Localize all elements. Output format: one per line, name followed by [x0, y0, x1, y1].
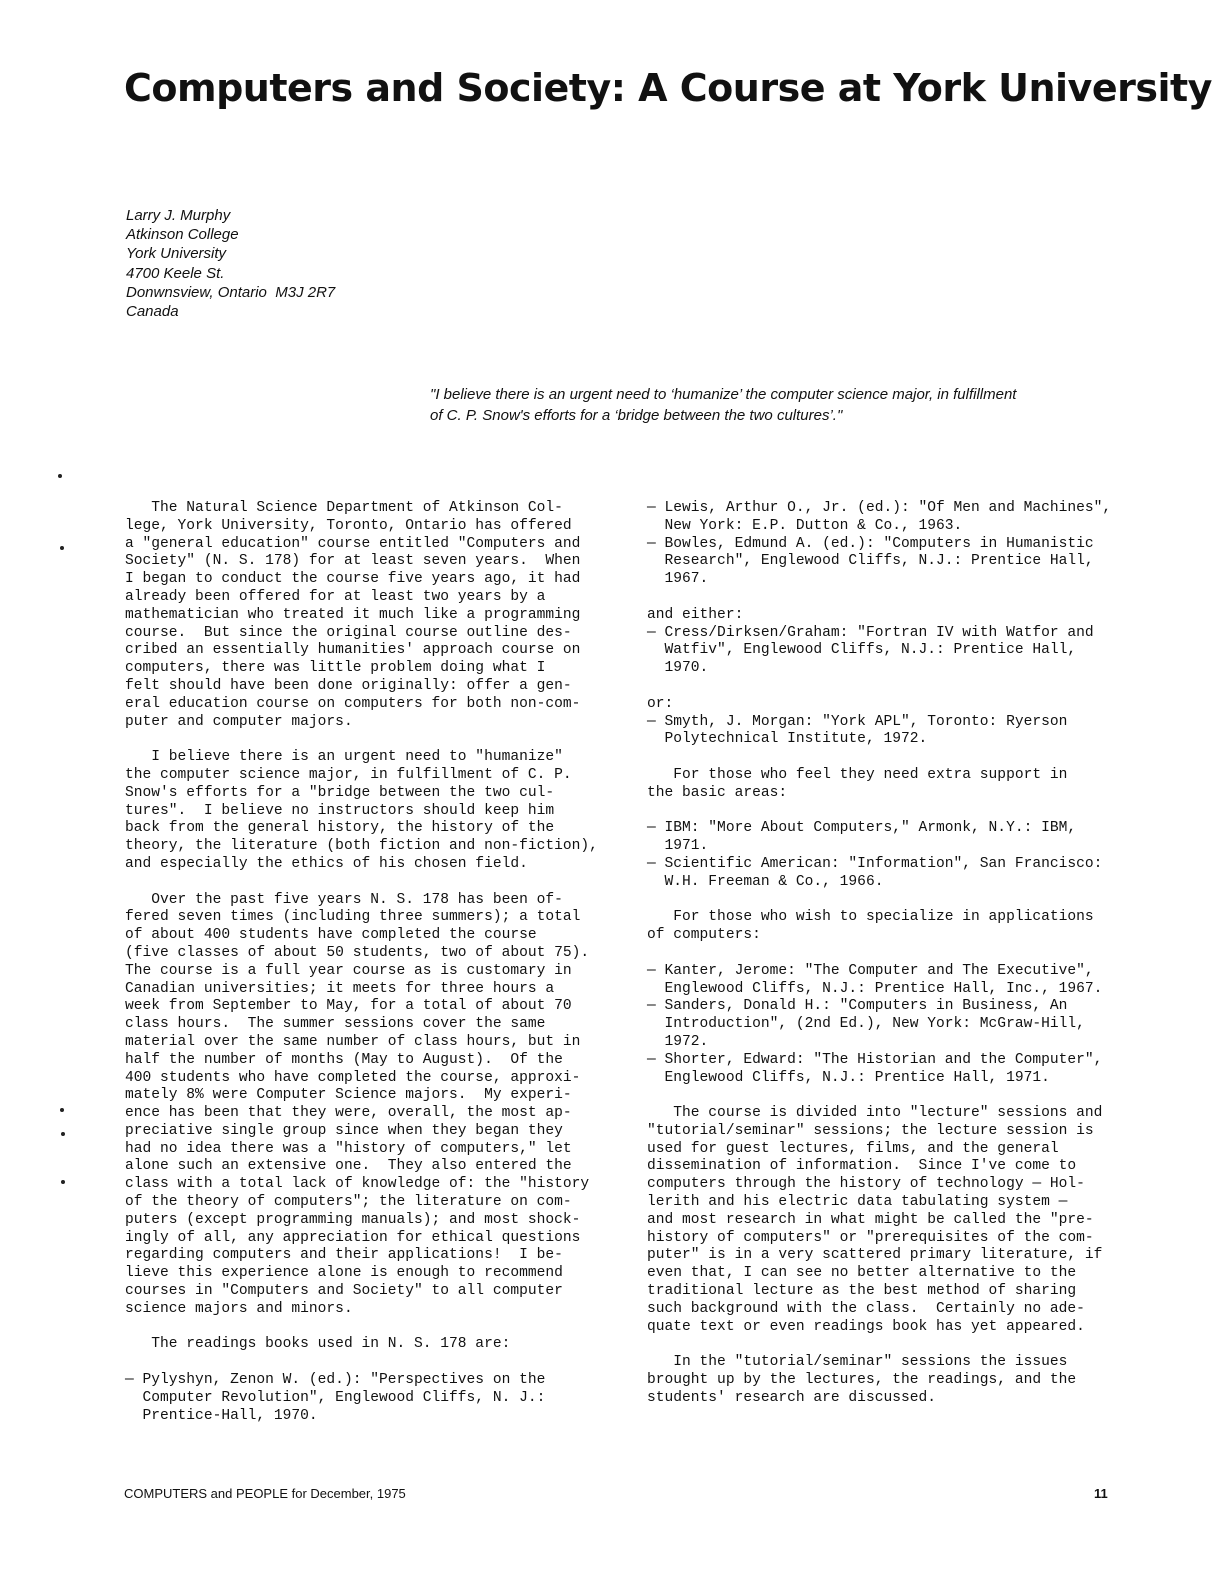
paragraph [125, 1336, 605, 1354]
text-line: Canadian universities; it meets for three hours a [125, 980, 555, 997]
paragraph [647, 1105, 1127, 1336]
text-line: The readings books used in N. S. 178 are: [125, 1336, 511, 1353]
footer-page-number: 11 [1094, 1486, 1108, 1501]
scan-speck [60, 546, 64, 550]
text-line: "tutorial/seminar" sessions; the lecture session is [647, 1122, 1094, 1139]
text-line: 1972. [647, 1033, 709, 1050]
text-line: I believe there is an urgent need to "humanize" [125, 749, 563, 766]
right-column [647, 500, 1127, 1425]
text-line: Research", Englewood Cliffs, N.J.: Prentice Hall, [647, 553, 1094, 570]
text-line: tures". I believe no instructors should keep him [125, 802, 555, 819]
text-line: lieve this experience alone is enough to recommend [125, 1265, 563, 1282]
text-line: material over the same number of class hours, but in [125, 1033, 581, 1050]
author-address-block [126, 206, 526, 321]
footer-publication: COMPUTERS and PEOPLE for December, 1975 [124, 1486, 406, 1501]
text-line: 1971. [647, 838, 709, 855]
article-title: Computers and Society: A Course at York University [124, 66, 1212, 110]
text-line: Englewood Cliffs, N.J.: Prentice Hall, 1971. [647, 1069, 1050, 1086]
paragraph [125, 749, 605, 874]
text-line: of the theory of computers"; the literature on com- [125, 1194, 572, 1211]
text-line: (five classes of about 50 students, two of about 75). [125, 944, 590, 961]
text-line: For those who wish to specialize in applications [647, 909, 1094, 926]
text-line: traditional lecture as the best method of sharing [647, 1283, 1077, 1300]
paragraph [647, 696, 1127, 749]
text-line: students' research are discussed. [647, 1389, 937, 1406]
text-line: mately 8% were Computer Science majors. My experi- [125, 1087, 572, 1104]
text-line: class hours. The summer sessions cover the same [125, 1016, 546, 1033]
text-line: 400 students who have completed the course, approxi- [125, 1069, 581, 1086]
text-line: ingly of all, any appreciation for ethical questions [125, 1229, 581, 1246]
text-line: back from the general history, the history of the [125, 820, 555, 837]
text-line: mathematician who treated it much like a programming [125, 606, 581, 623]
text-line: — Cress/Dirksen/Graham: "Fortran IV with Watfor and [647, 624, 1094, 641]
text-line: computers, there was little problem doing what I [125, 660, 546, 677]
text-line: W.H. Freeman & Co., 1966. [647, 873, 884, 890]
text-line: a "general education" course entitled "Computers and [125, 535, 581, 552]
paragraph [647, 820, 1127, 891]
scan-speck [61, 1180, 65, 1184]
text-line: such background with the class. Certainly no ade- [647, 1300, 1085, 1317]
text-line: cribed an essentially humanities' approach course on [125, 642, 581, 659]
text-line: — Sanders, Donald H.: "Computers in Business, An [647, 998, 1068, 1015]
text-line: the computer science major, in fulfillment of C. P. [125, 766, 572, 783]
text-line: used for guest lectures, films, and the general [647, 1140, 1059, 1157]
text-line: puter and computer majors. [125, 713, 353, 730]
text-line: Snow's efforts for a "bridge between the two cul- [125, 784, 555, 801]
text-line: regarding computers and their applications! I be- [125, 1247, 563, 1264]
text-line: dissemination of information. Since I've come to [647, 1158, 1077, 1175]
text-line: alone such an extensive one. They also entered the [125, 1158, 572, 1175]
text-line: — Bowles, Edmund A. (ed.): "Computers in Humanistic [647, 535, 1094, 552]
author-university: York University [126, 245, 227, 263]
text-line: brought up by the lectures, the readings, and the [647, 1372, 1077, 1389]
author-name: Larry J. Murphy [126, 207, 231, 224]
text-line: and especially the ethics of his chosen field. [125, 855, 528, 872]
text-line: — Shorter, Edward: "The Historian and the Computer", [647, 1051, 1103, 1068]
text-line: preciative single group since when they began they [125, 1122, 563, 1139]
text-line: — Lewis, Arthur O., Jr. (ed.): "Of Men and Machines", [647, 500, 1112, 516]
pull-quote [430, 384, 1130, 426]
text-line: The course is divided into "lecture" sessions and [647, 1105, 1103, 1122]
paragraph [647, 909, 1127, 945]
text-line: 1967. [647, 571, 709, 588]
scan-speck [60, 1108, 64, 1112]
pull-quote-line: of C. P. Snow's efforts for a ‘bridge between the two cultures’." [430, 407, 843, 424]
text-line: computers through the history of technology — Hol- [647, 1176, 1085, 1193]
paragraph [125, 892, 605, 1319]
text-line: courses in "Computers and Society" to all computer [125, 1283, 563, 1300]
text-line: of computers: [647, 927, 761, 944]
text-line: and either: [647, 606, 744, 623]
scan-speck [61, 1132, 65, 1136]
paragraph [647, 500, 1127, 589]
text-line: New York: E.P. Dutton & Co., 1963. [647, 517, 963, 534]
text-line: lerith and his electric data tabulating system — [647, 1194, 1068, 1211]
text-line: Polytechnical Institute, 1972. [647, 731, 928, 748]
text-line: class with a total lack of knowledge of: the "history [125, 1176, 590, 1193]
text-line: even that, I can see no better alternative to the [647, 1265, 1077, 1282]
text-line: eral education course on computers for both non-com- [125, 695, 581, 712]
text-line: had no idea there was a "history of computers," let [125, 1140, 572, 1157]
text-line: history of computers" or "prerequisites of the com- [647, 1229, 1094, 1246]
paragraph [647, 1354, 1127, 1407]
paragraph [647, 767, 1127, 803]
text-line: felt should have been done originally: offer a gen- [125, 677, 572, 694]
text-line: the basic areas: [647, 784, 788, 801]
author-college: Atkinson College [126, 226, 239, 244]
text-line: and most research in what might be called the "pre- [647, 1211, 1094, 1228]
text-line: I began to conduct the course five years ago, it had [125, 571, 581, 588]
text-line: Society" (N. S. 178) for at least seven years. When [125, 553, 581, 570]
paragraph [125, 1372, 605, 1425]
text-line: — Smyth, J. Morgan: "York APL", Toronto: Ryerson [647, 713, 1068, 730]
text-line: For those who feel they need extra support in [647, 766, 1068, 783]
text-line: Introduction", (2nd Ed.), New York: McGraw-Hill, [647, 1016, 1085, 1033]
paragraph [647, 963, 1127, 1088]
text-line: — Scientific American: "Information", San Francisco: [647, 855, 1103, 872]
text-line: ence has been that they were, overall, the most ap- [125, 1105, 572, 1122]
text-line: — Kanter, Jerome: "The Computer and The Executive", [647, 962, 1094, 979]
text-line: Over the past five years N. S. 178 has been of- [125, 891, 563, 908]
text-line: Computer Revolution", Englewood Cliffs, N. J.: [125, 1389, 546, 1406]
text-line: The course is a full year course as is customary in [125, 962, 572, 979]
text-line: 1970. [647, 660, 709, 677]
text-line: Englewood Cliffs, N.J.: Prentice Hall, Inc., 1967. [647, 980, 1103, 997]
text-line: already been offered for at least two years by a [125, 588, 546, 605]
text-line: science majors and minors. [125, 1300, 353, 1317]
text-line: The Natural Science Department of Atkinson Col- [125, 500, 563, 516]
text-line: lege, York University, Toronto, Ontario has offered [125, 517, 572, 534]
text-line: or: [647, 695, 674, 712]
text-line: half the number of months (May to August). Of the [125, 1051, 563, 1068]
text-line: quate text or even readings book has yet appeared. [647, 1318, 1085, 1335]
left-column [125, 500, 605, 1443]
author-city: Donwnsview, Ontario M3J 2R7 [126, 283, 336, 301]
author-country: Canada [126, 303, 179, 321]
text-line: Watfiv", Englewood Cliffs, N.J.: Prentice Hall, [647, 642, 1077, 659]
scan-speck [58, 474, 62, 478]
pull-quote-line: "I believe there is an urgent need to ‘humanize’ the computer science major, in fulfillment [430, 386, 1017, 403]
text-line: Prentice-Hall, 1970. [125, 1407, 318, 1424]
text-line: — Pylyshyn, Zenon W. (ed.): "Perspectives on the [125, 1372, 546, 1389]
text-line: theory, the literature (both fiction and non-fiction), [125, 838, 598, 855]
text-line: puter" is in a very scattered primary literature, if [647, 1247, 1103, 1264]
text-line: week from September to May, for a total of about 70 [125, 998, 572, 1015]
text-line: — IBM: "More About Computers," Armonk, N.Y.: IBM, [647, 820, 1077, 837]
text-line: course. But since the original course outline des- [125, 624, 572, 641]
paragraph [647, 607, 1127, 678]
text-line: of about 400 students have completed the course [125, 927, 537, 944]
text-line: In the "tutorial/seminar" sessions the issues [647, 1354, 1068, 1371]
text-line: fered seven times (including three summers); a total [125, 909, 581, 926]
text-line: puters (except programming manuals); and most shock- [125, 1211, 581, 1228]
paragraph [125, 500, 605, 731]
author-street: 4700 Keele St. [126, 264, 225, 282]
